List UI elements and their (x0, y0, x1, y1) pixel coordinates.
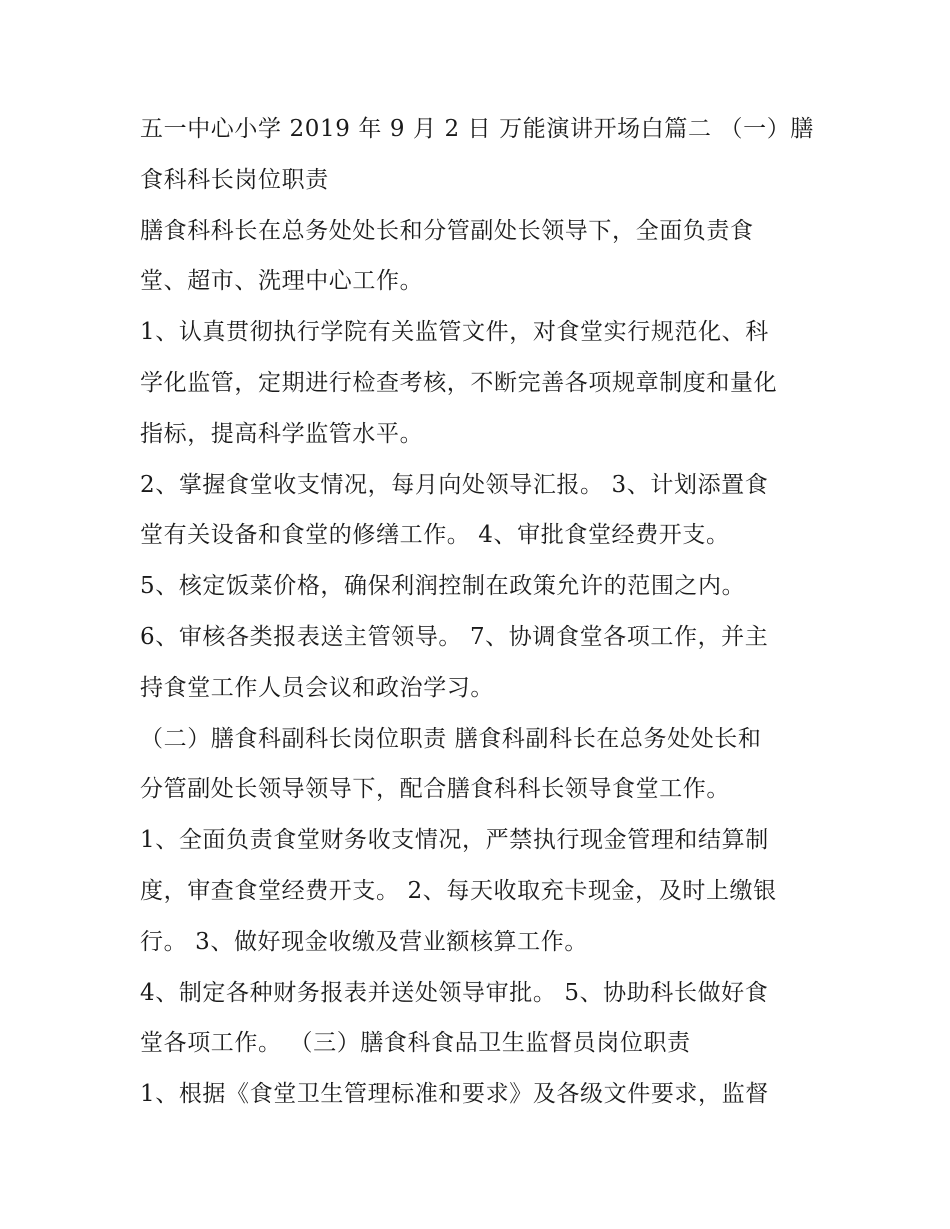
text-line: 堂有关设备和食堂的修缮工作。 4、审批食堂经费开支。 (140, 522, 730, 549)
text-line: 行。 3、做好现金收缴及营业额核算工作。 (140, 928, 588, 955)
text-line: 分管副处长领导领导下，配合膳食科科长领导食堂工作。 (140, 776, 730, 803)
text-line: 度，审查食堂经费开支。 2、每天收取充卡现金，及时上缴银 (140, 877, 777, 904)
text-line: 堂各项工作。 （三）膳食科食品卫生监督员岗位职责 (140, 1030, 691, 1057)
text-line: 食科科长岗位职责 (140, 166, 329, 193)
text-line: 指标，提高科学监管水平。 (140, 420, 424, 447)
text-line: 持食堂工作人员会议和政治学习。 (140, 674, 494, 701)
text-line: 膳食科科长在总务处处长和分管副处长领导下，全面负责食 (140, 217, 754, 244)
text-line: 1、根据《食堂卫生管理标准和要求》及各级文件要求，监督 (140, 1081, 769, 1108)
text-line: 学化监管，定期进行检查考核，不断完善各项规章制度和量化 (140, 369, 778, 396)
text-line: 4、制定各种财务报表并送处领导审批。 5、协助科长做好食 (140, 979, 769, 1006)
text-line: 1、全面负责食堂财务收支情况，严禁执行现金管理和结算制 (140, 827, 769, 854)
text-line: 五一中心小学 2019 年 9 月 2 日 万能演讲开场白篇二 （一）膳 (140, 116, 814, 142)
text-line: 2、掌握食堂收支情况，每月向处领导汇报。 3、计划添置食 (140, 471, 769, 498)
text-line: 堂、超市、洗理中心工作。 (140, 268, 424, 295)
document-body (140, 104, 820, 1120)
text-line: 1、认真贯彻执行学院有关监管文件，对食堂实行规范化、科 (140, 319, 769, 346)
text-line: 5、核定饭菜价格，确保利润控制在政策允许的范围之内。 (140, 573, 746, 600)
text-line: （二）膳食科副科长岗位职责 膳食科副科长在总务处处长和 (140, 725, 762, 752)
text-line: 6、审核各类报表送主管领导。 7、协调食堂各项工作，并主 (140, 623, 769, 650)
